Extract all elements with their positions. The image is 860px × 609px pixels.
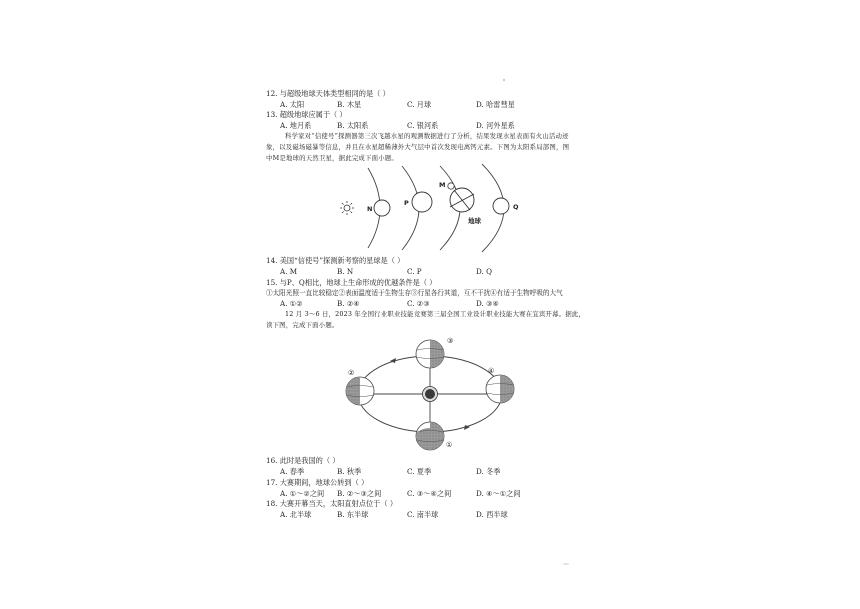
q18-option-d: D. 西半球 (476, 510, 508, 519)
planet-q (493, 198, 509, 214)
q13-option-a: A. 地月系 (280, 121, 312, 130)
question-18-stem: 18. 大赛开幕当天，太阳直射点位于（ ） (266, 499, 398, 508)
moon-m (448, 183, 454, 189)
q13-option-c: C. 银河系 (407, 121, 439, 130)
earth-position-3 (416, 337, 453, 368)
label-position-3: ③ (447, 337, 454, 345)
label-p: P (404, 199, 409, 207)
q16-option-c: C. 夏季 (407, 467, 432, 476)
sun-icon (423, 387, 438, 402)
q15-conditions: ①太阳光照一直比较稳定②表面温度适于生物生存③行星各行其道，互不干扰④有适于生物呼吸的大气 (266, 289, 563, 297)
q12-option-c: C. 月球 (407, 100, 432, 109)
earth-position-1 (416, 422, 452, 450)
q16-option-a: A. 春季 (280, 467, 305, 476)
passage1-line3: 中M是地球的天然卫星，据此完成下面小题。 (266, 154, 398, 162)
label-q: Q (513, 203, 519, 211)
q15-option-d: D. ③④ (476, 299, 499, 308)
scan-speck (503, 79, 505, 81)
q18-option-c: C. 南半球 (407, 510, 439, 519)
q13-option-b: B. 太阳系 (337, 121, 369, 130)
q17-option-c: C. ③～④之间 (407, 489, 452, 498)
label-n: N (367, 205, 373, 213)
passage1-line2: 象，以及磁场磁暴等信息，并且在水星超稀薄外大气层中首次发现电离钙元素。下图为太阳系局部图，图 (266, 143, 570, 151)
planet-p (412, 192, 432, 212)
q15-option-a: A. ①② (280, 299, 303, 308)
earth-position-2 (346, 369, 374, 405)
passage2-line2: 读下图，完成下面小题。 (266, 321, 339, 329)
question-13-stem: 13. 超级地球应属于（ ） (266, 110, 347, 119)
q12-option-b: B. 木星 (337, 100, 362, 109)
passage2-line1: 12 月 3～6 日，2023 年全国行业职业技能竞赛第三届全国工业设计职业技能大赛在宜宾开幕。据此， (285, 310, 586, 318)
q15-option-c: C. ②③ (407, 299, 430, 308)
solar-system-figure (330, 164, 530, 252)
q14-option-c: C. P (407, 267, 422, 276)
q12-option-d: D. 哈雷彗星 (476, 100, 515, 109)
sun-icon (340, 201, 354, 215)
passage1-line1: 科学家对“信使号”探测器第三次飞越水星的观测数据进行了分析，结果发现水星表面有火山活动迹 (285, 132, 569, 140)
q14-option-b: B. N (337, 267, 354, 276)
q17-option-d: D. ④～①之间 (476, 489, 521, 498)
label-m: M (439, 181, 446, 189)
scan-speck (563, 563, 569, 565)
q14-option-a: A. M (280, 267, 298, 276)
q17-option-b: B. ②～③之间 (337, 489, 382, 498)
planet-n (374, 200, 390, 216)
q16-option-d: D. 冬季 (476, 467, 501, 476)
earth-position-4 (486, 367, 514, 403)
question-14-stem: 14. 美国“信使号”探测新考察的星球是（ ） (266, 256, 405, 265)
q14-option-d: D. Q (476, 267, 492, 276)
q15-option-b: B. ②④ (337, 299, 360, 308)
q17-option-a: A. ①～②之间 (280, 489, 325, 498)
label-position-1: ① (446, 441, 453, 449)
label-position-2: ② (348, 369, 355, 377)
q13-option-d: D. 河外星系 (476, 121, 515, 130)
q18-option-b: B. 东半球 (337, 510, 369, 519)
q12-option-a: A. 太阳 (280, 100, 305, 109)
question-16-stem: 16. 此时是我国的（ ） (266, 456, 340, 465)
question-17-stem: 17. 大赛期间，地球公转到（ ） (266, 478, 369, 487)
q18-option-a: A. 北半球 (280, 510, 312, 519)
earth-orbit-figure (336, 333, 528, 455)
question-12-stem: 12. 与超级地球天体类型相同的是（ ） (266, 89, 390, 98)
q16-option-b: B. 秋季 (337, 467, 362, 476)
label-earth: 地球 (468, 217, 481, 225)
question-15-stem: 15. 与P、Q相比，地球上生命形成的优越条件是（ ） (266, 278, 437, 287)
label-position-4: ④ (488, 367, 495, 375)
